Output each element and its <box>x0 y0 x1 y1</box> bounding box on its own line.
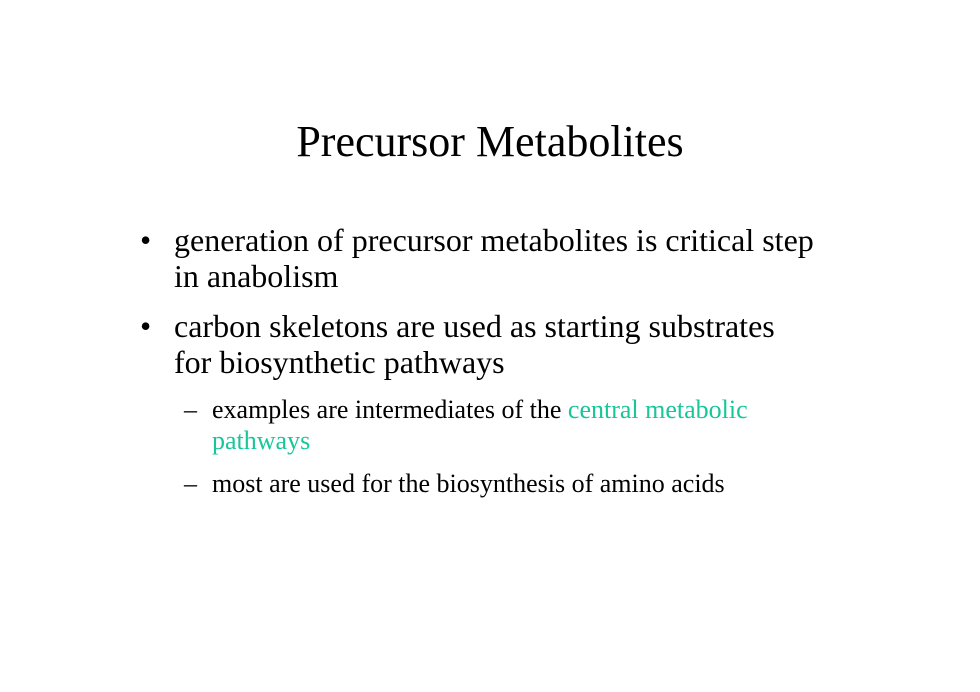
bullet-text: generation of precursor metabolites is critical step in anabolism <box>174 222 814 294</box>
bullet-item <box>140 222 820 294</box>
slide-title: Precursor Metabolites <box>296 117 684 166</box>
sub-bullet-item <box>140 468 820 499</box>
sub-bullet-list <box>140 394 820 499</box>
bullet-marker: • <box>140 308 152 344</box>
bullet-list <box>140 222 820 511</box>
sub-bullet-marker: – <box>184 395 197 424</box>
sub-bullet-text: examples are intermediates of the <box>212 395 568 424</box>
bullet-item <box>140 308 820 380</box>
sub-bullet-group <box>140 394 820 499</box>
sub-bullet-text: most are used for the biosynthesis of amino acids <box>212 469 725 498</box>
highlighted-term: central metabolic pathways <box>212 395 748 455</box>
sub-bullet-item <box>140 394 820 456</box>
bullet-text: carbon skeletons are used as starting substrates for biosynthetic pathways <box>174 308 775 380</box>
bullet-marker: • <box>140 222 152 258</box>
sub-bullet-marker: – <box>184 469 197 498</box>
